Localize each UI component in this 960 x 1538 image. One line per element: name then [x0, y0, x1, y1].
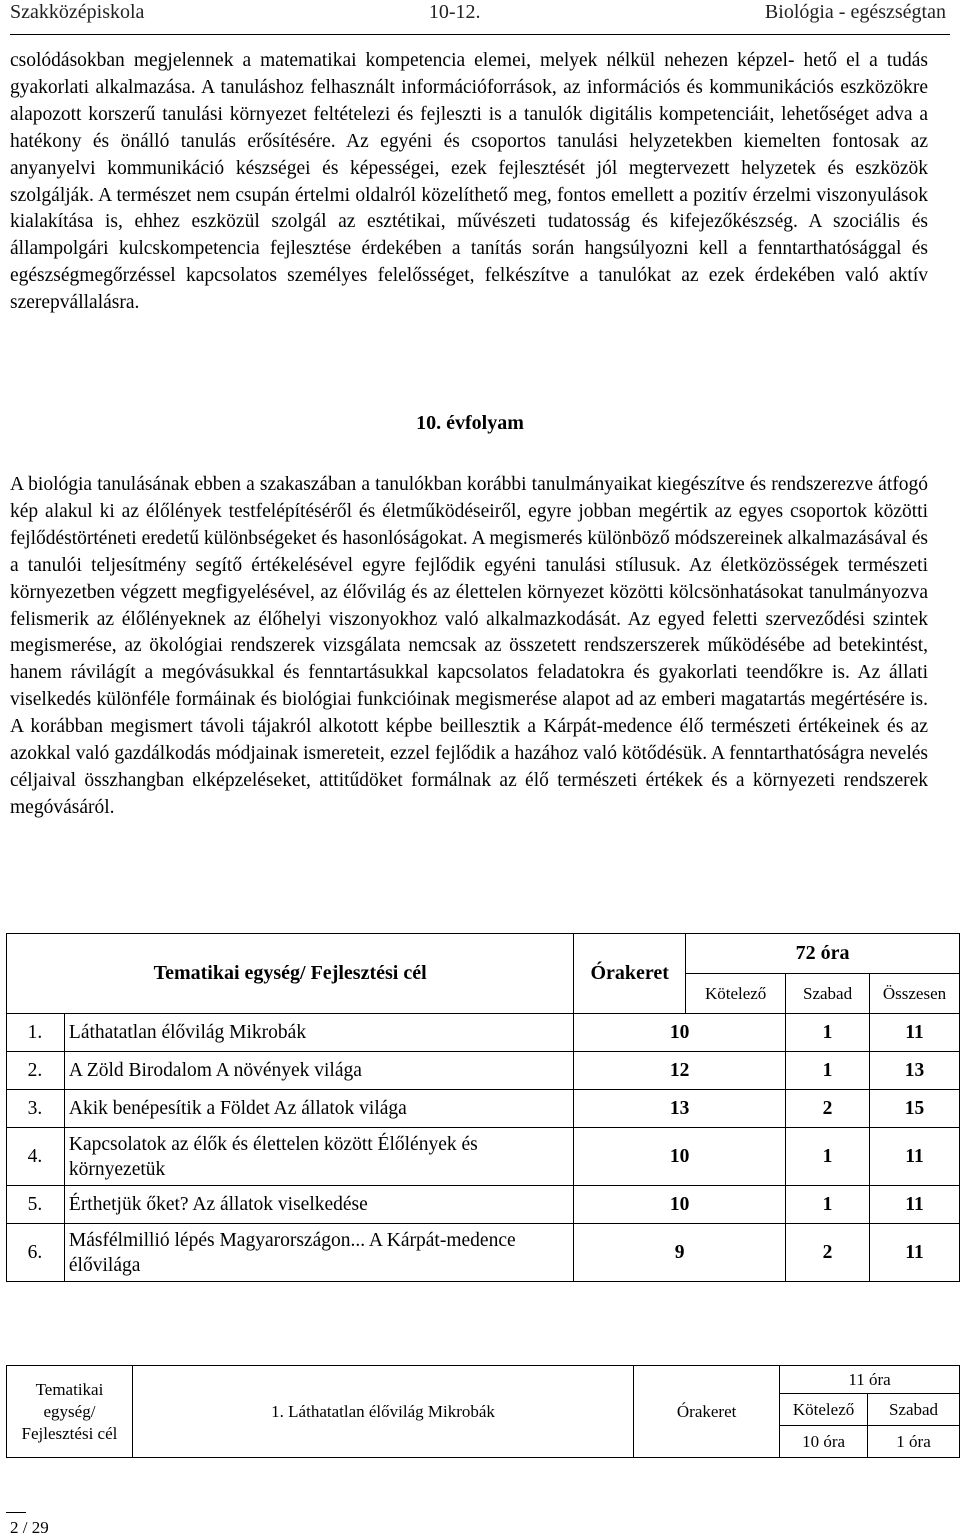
unit-table [6, 1365, 960, 1458]
overview-header-total: Összesen [870, 974, 960, 1014]
row-index: 3. [7, 1090, 65, 1128]
unit-label: Tematikai egység/ Fejlesztési cél [7, 1366, 133, 1458]
row-title: Érthetjük őket? Az állatok viselkedése [64, 1186, 573, 1224]
overview-table [6, 933, 960, 1282]
row-required: 10 [574, 1128, 786, 1186]
header-subject: Biológia - egészségtan [764, 1, 946, 23]
row-free: 1 [786, 1052, 870, 1090]
unit-hours-label: Órakeret [634, 1366, 780, 1458]
overview-header-free: Szabad [786, 974, 870, 1014]
row-required: 10 [574, 1186, 786, 1224]
row-index: 2. [7, 1052, 65, 1090]
row-free: 1 [786, 1186, 870, 1224]
table-row [7, 1014, 960, 1052]
unit-required-hours: 10 óra [780, 1426, 868, 1458]
overview-header-topic: Tematikai egység/ Fejlesztési cél [7, 934, 574, 1014]
row-total: 15 [870, 1090, 960, 1128]
section-title: 10. évfolyam [416, 412, 524, 434]
header-school-type: Szakközépiskola [10, 1, 145, 23]
row-total: 11 [870, 1186, 960, 1224]
table-row [7, 1128, 960, 1186]
row-index: 1. [7, 1014, 65, 1052]
row-total: 11 [870, 1224, 960, 1282]
overview-header-required: Kötelező [686, 974, 786, 1014]
row-index: 5. [7, 1186, 65, 1224]
header-grades: 10-12. [428, 1, 481, 23]
table-row [7, 1090, 960, 1128]
row-title: A Zöld Birodalom A növények világa [64, 1052, 573, 1090]
row-title: Láthatatlan élővilág Mikrobák [64, 1014, 573, 1052]
row-required: 12 [574, 1052, 786, 1090]
overview-header-hours: Órakeret [574, 934, 686, 1014]
row-free: 1 [786, 1128, 870, 1186]
row-index: 4. [7, 1128, 65, 1186]
overview-header-total-hours: 72 óra [686, 934, 960, 974]
table-row [7, 1186, 960, 1224]
unit-required-label: Kötelező [780, 1394, 868, 1426]
table-row [7, 1224, 960, 1282]
table-row [7, 1052, 960, 1090]
row-free: 1 [786, 1014, 870, 1052]
row-total: 11 [870, 1014, 960, 1052]
row-total: 11 [870, 1128, 960, 1186]
row-total: 13 [870, 1052, 960, 1090]
row-free: 2 [786, 1090, 870, 1128]
row-title: Kapcsolatok az élők és élettelen között Élőlények és környezetük [64, 1128, 573, 1186]
row-required: 13 [574, 1090, 786, 1128]
unit-free-hours: 1 óra [868, 1426, 960, 1458]
row-required: 10 [574, 1014, 786, 1052]
footer-divider [6, 1512, 26, 1513]
row-title: Másfélmillió lépés Magyarországon... A Kárpát-medence élővilága [64, 1224, 573, 1282]
unit-free-label: Szabad [868, 1394, 960, 1426]
page-number: 2 / 29 [10, 1518, 49, 1537]
header-divider [10, 34, 950, 35]
row-title: Akik benépesítik a Földet Az állatok világa [64, 1090, 573, 1128]
unit-total-hours: 11 óra [780, 1366, 960, 1394]
row-required: 9 [574, 1224, 786, 1282]
unit-title: 1. Láthatatlan élővilág Mikrobák [132, 1366, 633, 1458]
page-header [10, 0, 946, 32]
intro-paragraph: csolódásokban megjelennek a matematikai kompetencia elemei, melyek nélkül nehezen képzel- hető el a tudás gyakorlati alkalmazása. A tanuláshoz felhasznált információforrások, az információs és kommunikációs eszközökre alapozott korszerű tanulási környezet feltételezi és fejleszti is a tanulók digitális kompetenciáit, lehetőséget adva a hatékony és önálló tanulás erősítésére. Az egyéni és csoportos tanulási helyzetekben kiemelten fontosak az anyanyelvi kommunikáció készségei és képességei, ezek fejlesztését jól megtervezett helyzetek és eszközök szolgálják. A természet nem csupán értelmi oldalról közelíthető meg, fontos emellett a pozitív érzelmi viszonyulások kialakítása is, ehhez eszközül szolgál az esztétikai, művészeti tudatosság és kifejezőkészség. A szociális és állampolgári kulcskompetencia fejlesztése érdekében a tanítás során hangsúlyozni kell a fenntarthatósággal és egészségmegőrzéssel kapcsolatos személyes felelősséget, felkészítve a tanulókat az ezek érdekében való aktív szerepvállalásra. [10, 50, 928, 314]
grade-description-paragraph: A biológia tanulásának ebben a szakaszában a tanulókban korábbi tanulmányaikat kiegészítve és rendszerezve átfogó kép alakul ki az élőlények testfelépítéséről és életműködéseiről, egyre jobban megértik az egyes csoportok közötti fejlődéstörténeti eredetű különbségeket és hasonlóságokat. A megismerés különböző módszereinek alkalmazásával és a tanulói teljesítmény segítő értékelésével egyre fejlődik egyéni tanulási stílusuk. Az életközösségek természeti környezetben végzett megfigyelésével, az élővilág és az élettelen környezet közötti kölcsönhatásokat tanulmányozva felismerik az élőlényeknek az élőhelyi viszonyokhoz való alkalmazkodását. Az egyed feletti szerveződési szintek megismerése, az ökológiai rendszerek vizsgálata nemcsak az összetett rendszerszerek működésébe ad betekintést, hanem rávilágít a megóvásukkal és fenntartásukkal kapcsolatos feladatokra és gyakorlati teendőkre is. Az állati viselkedés különféle formáinak és biológiai funkcióinak megismerése alapot ad az emberi magatartás megértésére is. A korábban megismert távoli tájakról alkotott képbe beillesztik a Kárpát-medence élő természeti értékeinek és az azokkal való gazdálkodás módjainak ismereteit, ezzel fejlődik a hazához való kötődésük. A fenntarthatóságra nevelés céljaival összhangban elképzeléseket, attitűdöket formálnak az élő természeti értékek és a környezeti rendszerek megóvásáról. [10, 474, 928, 818]
row-index: 6. [7, 1224, 65, 1282]
row-free: 2 [786, 1224, 870, 1282]
